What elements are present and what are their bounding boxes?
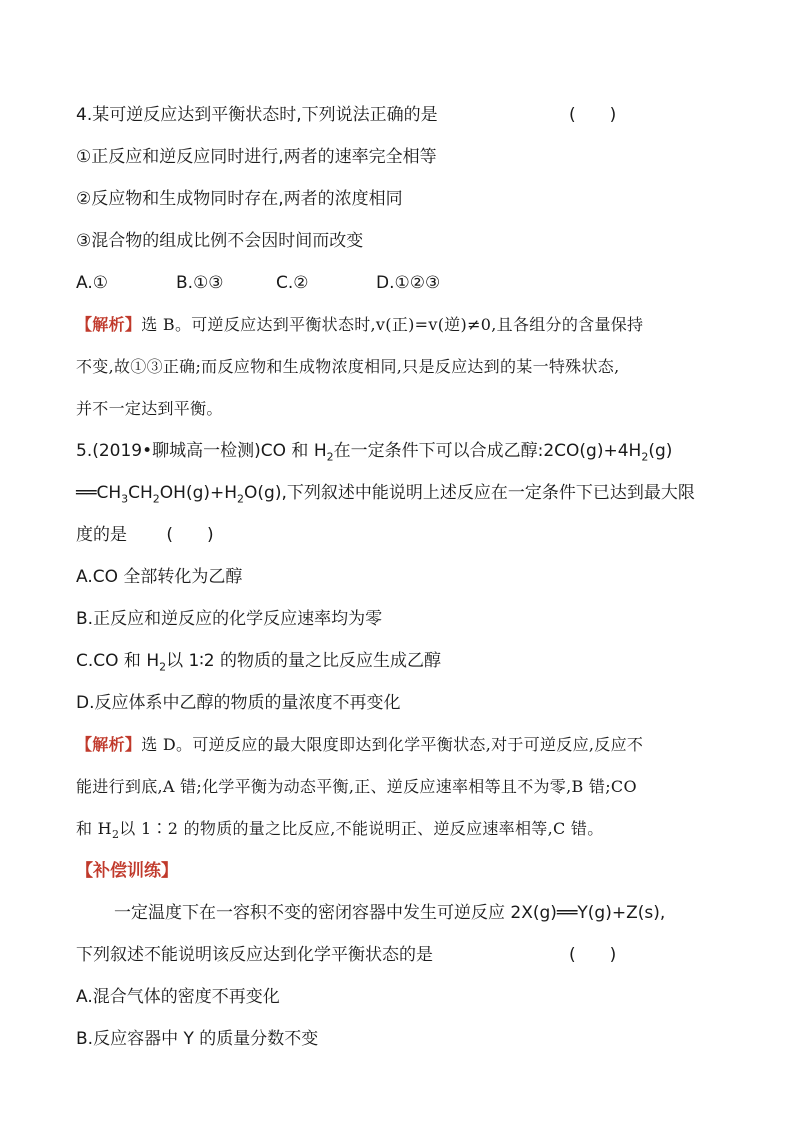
- q5-option-a: A.CO 全部转化为乙醇: [76, 567, 243, 587]
- q5-stem-text: O(g),下列叙述中能说明上述反应在一定条件下已达到最大限: [244, 483, 695, 503]
- q5-analysis-line-3: [76, 816, 734, 842]
- q5-stem-text: ══CH: [76, 483, 122, 503]
- q4-option-b: B.①③: [176, 273, 224, 293]
- q4-option-d: D.①②③: [376, 273, 441, 293]
- q4-analysis-line-2: 不变,故①③正确;而反应物和生成物浓度相同,只是反应达到的某一特殊状态,: [76, 357, 620, 376]
- q5-analysis-line-2: 能进行到底,A 错;化学平衡为动态平衡,正、逆反应速率相等且不为零,B 错;CO: [76, 777, 637, 796]
- q4-options: [76, 270, 734, 296]
- supplement-heading: [76, 858, 734, 884]
- q5-stem-line-3: [76, 522, 734, 548]
- supplement-option-a: A.混合气体的密度不再变化: [76, 987, 280, 1007]
- subscript: 2: [237, 492, 245, 506]
- subscript: 2: [641, 450, 649, 464]
- q4-analysis-text-1: 选 B。可逆反应达到平衡状态时,v(正)=v(逆)≠0,且各组分的含量保持: [141, 315, 644, 334]
- subscript: 3: [121, 492, 129, 506]
- supplement-tag: 【补偿训练】: [76, 861, 178, 881]
- q5-analysis-line-1: [76, 732, 734, 758]
- q4-stem-line: [76, 102, 734, 128]
- q4-item-3: ③混合物的组成比例不会因时间而改变: [76, 231, 364, 251]
- q4-stem: 4.某可逆反应达到平衡状态时,下列说法正确的是: [76, 105, 438, 125]
- q5-stem-text: OH(g)+H: [159, 483, 238, 503]
- subscript: 2: [326, 450, 334, 464]
- supplement-stem-line-1: 一定温度下在一容积不变的密闭容器中发生可逆反应 2X(g)══Y(g)+Z(s),: [114, 903, 666, 923]
- q5-option-d: D.反应体系中乙醇的物质的量浓度不再变化: [76, 693, 401, 713]
- q5-stem-line-1: [76, 438, 734, 464]
- q5-answer-bracket: ( ): [166, 525, 214, 545]
- q5-option-c: [76, 648, 734, 674]
- q4-item-1: ①正反应和逆反应同时进行,两者的速率完全相等: [76, 147, 437, 167]
- subscript: 2: [159, 660, 167, 674]
- q5-stem-text: 度的是: [76, 525, 127, 545]
- subscript: 2: [152, 492, 160, 506]
- supplement-stem-line-2: [76, 942, 734, 968]
- q5-stem-line-2: [76, 480, 734, 506]
- q5-analysis-tag: 【解析】: [76, 735, 142, 754]
- supplement-answer-bracket: ( ): [569, 945, 617, 965]
- supplement-option-b: B.反应容器中 Y 的质量分数不变: [76, 1029, 319, 1049]
- q5-stem-text: (g): [648, 441, 673, 461]
- q5-option-c-text: 以 1∶2 的物质的量之比反应生成乙醇: [166, 651, 441, 671]
- q5-stem-text: 在一定条件下可以合成乙醇:2CO(g)+4H: [333, 441, 642, 461]
- q4-item-2: ②反应物和生成物同时存在,两者的浓度相同: [76, 189, 403, 209]
- q5-analysis-text-3: 和 H: [76, 819, 112, 838]
- q4-answer-bracket: ( ): [569, 105, 617, 125]
- q4-analysis-line-1: [76, 312, 734, 338]
- q5-option-b: B.正反应和逆反应的化学反应速率均为零: [76, 609, 383, 629]
- q5-analysis-text-1: 选 D。可逆反应的最大限度即达到化学平衡状态,对于可逆反应,反应不: [141, 735, 644, 754]
- q5-stem-text: CH: [128, 483, 153, 503]
- q4-analysis-tag: 【解析】: [76, 315, 142, 334]
- subscript: 2: [111, 828, 120, 842]
- q4-option-c: C.②: [276, 273, 309, 293]
- q4-option-a: A.①: [76, 273, 108, 293]
- supplement-stem-text: 下列叙述不能说明该反应达到化学平衡状态的是: [76, 945, 433, 965]
- q5-analysis-text-3: 以 1∶2 的物质的量之比反应,不能说明正、逆反应速率相等,C 错。: [119, 819, 604, 838]
- q5-option-c-text: C.CO 和 H: [76, 651, 160, 671]
- q4-analysis-line-3: 并不一定达到平衡。: [76, 399, 223, 418]
- q5-stem-text: 5.(2019•聊城高一检测)CO 和 H: [76, 441, 327, 461]
